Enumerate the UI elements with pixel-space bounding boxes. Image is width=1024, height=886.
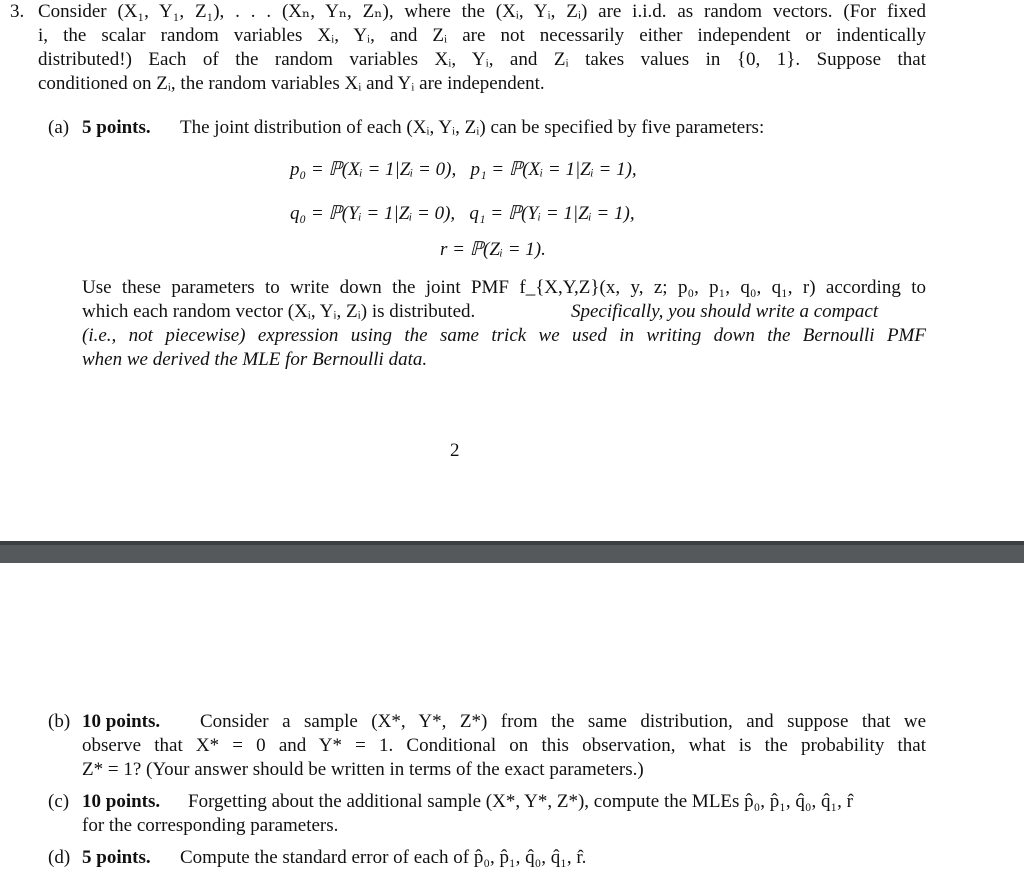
- part-c-line-2: for the corresponding parameters.: [82, 815, 339, 836]
- part-b-line-2: observe that X* = 0 and Y* = 1. Conditional on this observation, what is the probability that: [82, 735, 926, 756]
- equation-q: q₀ = ℙ(Yᵢ = 1|Zᵢ = 0), q₁ = ℙ(Yᵢ = 1|Zᵢ = 1),: [290, 203, 635, 224]
- part-d-label: (d): [48, 847, 71, 868]
- part-b-points: 10 points.: [82, 711, 161, 732]
- part-a-italic-line-1: Specifically, you should write a compact: [571, 301, 879, 322]
- part-a-label: (a): [48, 117, 70, 138]
- part-d-points: 5 points.: [82, 847, 151, 868]
- part-a-text: The joint distribution of each (Xᵢ, Yᵢ, Zᵢ) can be specified by five parameters:: [180, 117, 765, 138]
- page-number: 2: [450, 440, 460, 461]
- part-a-italic-line-3: when we derived the MLE for Bernoulli data.: [82, 349, 428, 370]
- part-c-points: 10 points.: [82, 791, 161, 812]
- equation-r: r = ℙ(Zᵢ = 1).: [440, 239, 546, 260]
- part-b-line-1: Consider a sample (X*, Y*, Z*) from the same distribution, and suppose that we: [200, 711, 926, 732]
- part-c-label: (c): [48, 791, 70, 812]
- part-a-use-line-2: which each random vector (Xᵢ, Yᵢ, Zᵢ) is distributed.: [82, 301, 476, 322]
- intro-line-1: Consider (X₁, Y₁, Z₁), . . . (Xₙ, Yₙ, Zₙ), where the (Xᵢ, Yᵢ, Zᵢ) are i.i.d. as random vectors. (For fixed: [38, 1, 926, 22]
- part-c-line-1: Forgetting about the additional sample (X*, Y*, Z*), compute the MLEs p̂₀, p̂₁, q̂₀, q̂₁, r̂: [188, 791, 853, 812]
- part-b-label: (b): [48, 711, 71, 732]
- page-divider: [0, 541, 1024, 563]
- part-a-italic-line-2: (i.e., not piecewise) expression using the same trick we used in writing down the Bernoulli PMF: [82, 325, 926, 346]
- equation-p: p₀ = ℙ(Xᵢ = 1|Zᵢ = 0), p₁ = ℙ(Xᵢ = 1|Zᵢ = 1),: [290, 159, 637, 180]
- intro-line-2: i, the scalar random variables Xᵢ, Yᵢ, and Zᵢ are not necessarily either independent or indentically: [38, 25, 926, 46]
- intro-line-4: conditioned on Zᵢ, the random variables Xᵢ and Yᵢ are independent.: [38, 73, 545, 94]
- intro-line-3: distributed!) Each of the random variables Xᵢ, Yᵢ, and Zᵢ takes values in {0, 1}. Suppose that: [38, 49, 926, 70]
- part-a-use-line-1: Use these parameters to write down the joint PMF f_{X,Y,Z}(x, y, z; p₀, p₁, q₀, q₁, r) according to: [82, 277, 926, 298]
- problem-number: 3.: [10, 1, 25, 22]
- part-b-line-3: Z* = 1? (Your answer should be written in terms of the exact parameters.): [82, 759, 644, 780]
- part-d-text: Compute the standard error of each of p̂₀, p̂₁, q̂₀, q̂₁, r̂.: [180, 847, 587, 868]
- part-a-points: 5 points.: [82, 117, 151, 138]
